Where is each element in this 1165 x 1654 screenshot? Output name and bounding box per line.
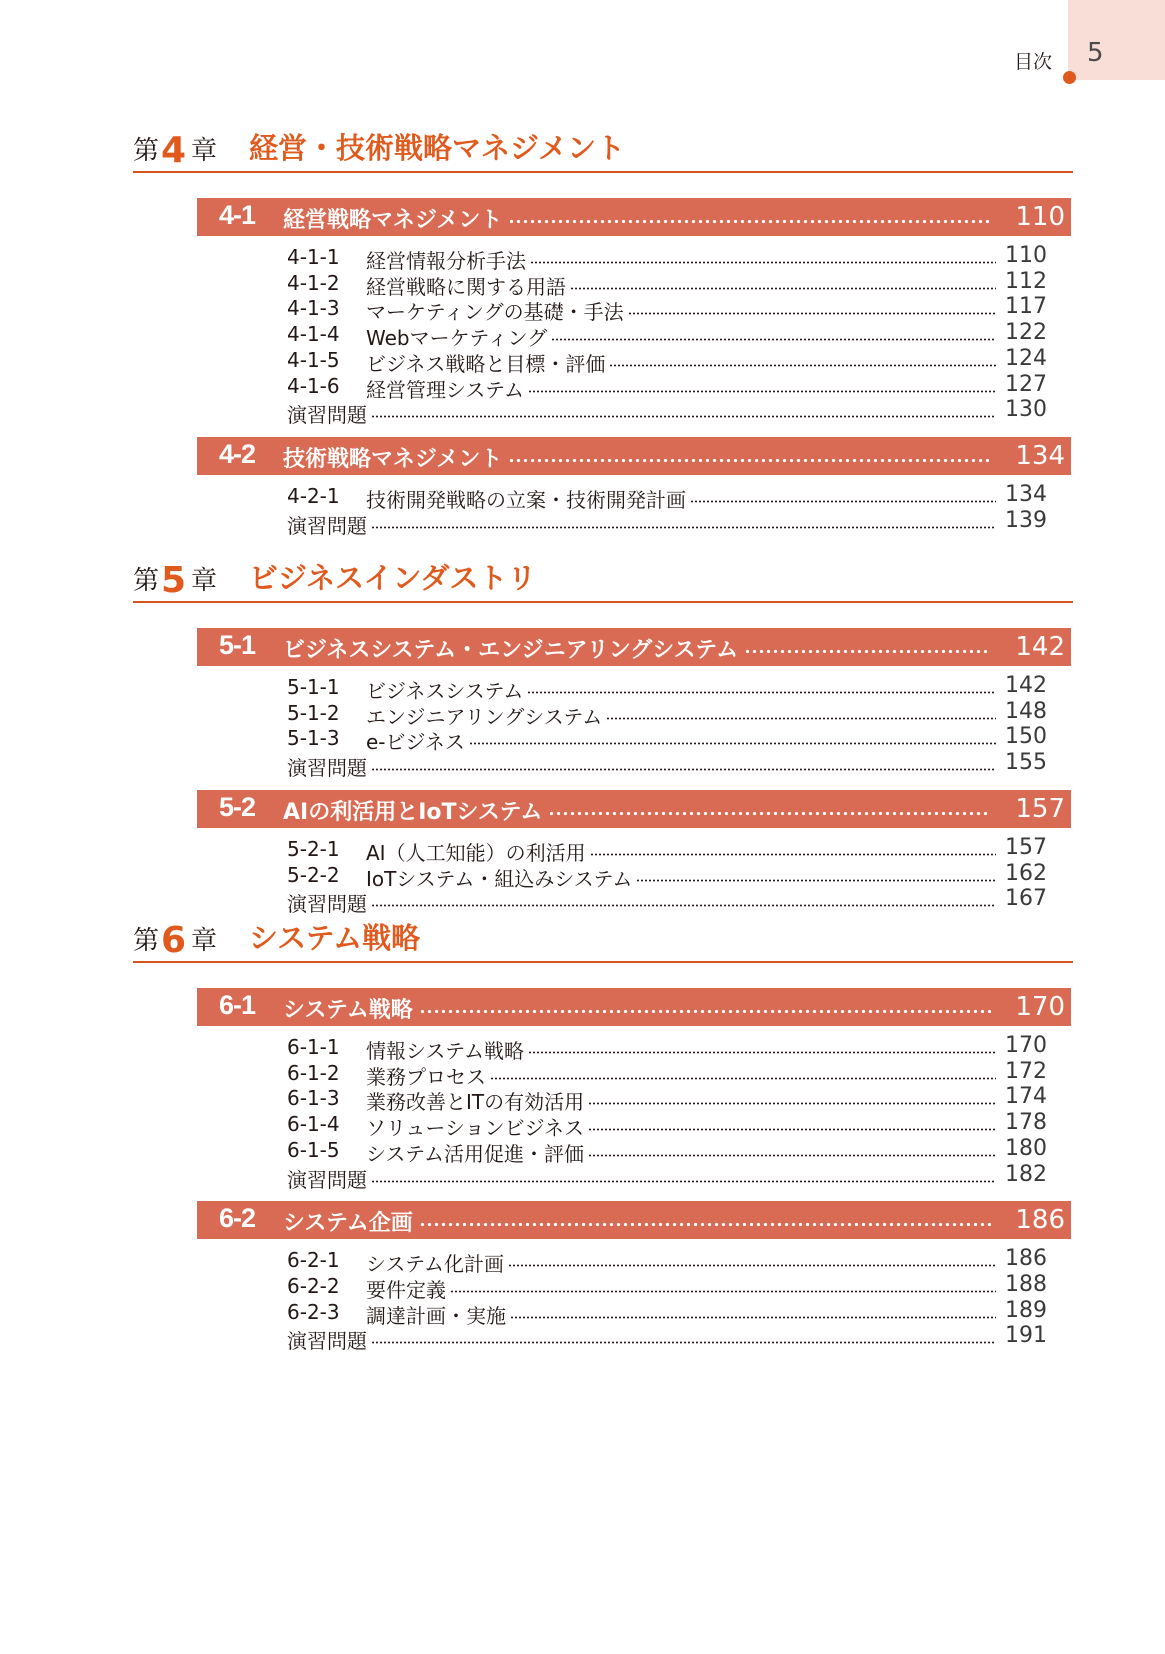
section-bar[interactable] (197, 988, 1071, 1026)
entry-page: 182 (1005, 1161, 1047, 1187)
entry-page: 148 (1005, 698, 1047, 724)
toc-entry[interactable] (287, 1323, 1047, 1354)
entry-page: 170 (1005, 1033, 1047, 1058)
dot-leader (636, 879, 996, 882)
header-label: 目次 (1014, 51, 1053, 73)
entry-page: 122 (1005, 320, 1047, 346)
entry-title: ビジネスシステム (366, 679, 524, 703)
entry-page: 124 (1005, 345, 1047, 371)
toc-entry[interactable] (287, 1084, 1047, 1115)
entry-page: 150 (1005, 724, 1047, 750)
dot-leader (588, 1154, 996, 1157)
entry-page: 188 (1005, 1271, 1047, 1297)
dot-leader (490, 1077, 996, 1080)
section-bar[interactable] (197, 790, 1071, 828)
section-number: 6-1 (219, 990, 256, 1020)
entry-page: 172 (1005, 1058, 1047, 1084)
dot-leader (371, 768, 996, 771)
entry-number: 5-1-1 (287, 675, 340, 699)
entry-title: 技術開発戦略の立案・技術開発計画 (366, 487, 686, 512)
section-page: 186 (1015, 1205, 1065, 1236)
entry-page: 110 (1005, 243, 1047, 268)
entry-title: 業務プロセス (366, 1064, 486, 1089)
chapter-suffix: 章 (191, 136, 218, 166)
entry-title: 調達計画・実施 (366, 1303, 506, 1328)
dot-leader (530, 261, 996, 264)
chapter-number: 5 (161, 560, 187, 601)
entry-title: ビジネス戦略と目標・評価 (366, 351, 606, 376)
toc-entry[interactable] (287, 507, 1047, 538)
entry-title: 演習問題 (287, 1167, 367, 1192)
toc-entry[interactable] (287, 886, 1047, 917)
dot-leader (570, 287, 996, 290)
entry-page: 178 (1005, 1110, 1047, 1136)
entry-page: 134 (1005, 481, 1047, 507)
dot-leader (508, 458, 991, 463)
toc-entry[interactable] (287, 1271, 1047, 1302)
toc-entry[interactable] (287, 345, 1047, 376)
entry-number: 4-1-1 (287, 245, 340, 269)
dot-leader (510, 1316, 996, 1319)
chapter-prefix: 第 (133, 926, 160, 956)
chapter-suffix: 章 (191, 566, 218, 596)
toc-entry[interactable] (287, 724, 1047, 755)
entry-title: ソリューションビジネス (366, 1116, 584, 1141)
header-dot (1063, 71, 1076, 84)
toc-entry[interactable] (287, 1161, 1047, 1192)
entry-title: Webマーケティング (366, 326, 548, 351)
entry-page: 155 (1005, 750, 1047, 776)
entry-number: 6-1-4 (287, 1112, 340, 1137)
dot-leader (450, 1290, 996, 1293)
section-title: システム戦略 (283, 998, 413, 1023)
dot-leader (588, 1128, 996, 1131)
entry-title: システム化計画 (366, 1252, 504, 1277)
section-page: 142 (1015, 632, 1065, 662)
section-title: 経営戦略マネジメント (283, 208, 503, 233)
entry-title: 演習問題 (287, 403, 367, 428)
chapter-prefix: 第 (133, 566, 160, 596)
toc-entry[interactable] (287, 481, 1047, 512)
toc-entry[interactable] (287, 1035, 1047, 1061)
dot-leader (419, 1222, 991, 1227)
entry-title: 業務改善とITの有効活用 (366, 1090, 585, 1115)
entry-number: 4-1-3 (287, 296, 340, 321)
header-tab (1068, 0, 1165, 80)
dot-leader (371, 904, 996, 907)
entry-title: システム活用促進・評価 (366, 1141, 584, 1166)
section-number: 4-2 (219, 438, 256, 469)
entry-page: 112 (1005, 268, 1047, 294)
section-page: 157 (1015, 793, 1065, 824)
chapter-number: 4 (161, 130, 187, 171)
entry-number: 5-2-2 (287, 862, 340, 887)
entry-title: 経営管理システム (366, 377, 524, 402)
entry-title: IoTシステム・組込みシステム (366, 866, 633, 891)
toc-entry[interactable] (287, 294, 1047, 325)
section-title: 技術戦略マネジメント (283, 446, 503, 472)
entry-page: 186 (1005, 1246, 1047, 1272)
toc-entry[interactable] (287, 397, 1047, 428)
entry-number: 4-1-2 (287, 270, 340, 295)
toc-entry[interactable] (287, 834, 1047, 865)
entry-title: 経営戦略に関する用語 (366, 274, 566, 299)
section-number: 4-1 (219, 200, 256, 230)
dot-leader (690, 500, 996, 503)
toc-entry[interactable] (287, 1135, 1047, 1166)
entry-number: 6-1-1 (287, 1035, 340, 1059)
chapter-suffix: 章 (191, 926, 218, 956)
dot-leader (469, 742, 996, 745)
entry-page: 189 (1005, 1297, 1047, 1323)
dot-leader (548, 811, 991, 816)
entry-page: 174 (1005, 1084, 1047, 1110)
section-page: 134 (1015, 440, 1065, 471)
entry-number: 4-2-1 (287, 483, 340, 508)
toc-entry[interactable] (287, 268, 1047, 299)
chapter-heading (133, 555, 1073, 603)
toc-entry[interactable] (287, 860, 1047, 891)
entry-title: 演習問題 (287, 513, 367, 538)
entry-page: 130 (1005, 397, 1047, 423)
dot-leader (371, 1341, 996, 1344)
entry-number: 6-1-3 (287, 1086, 340, 1111)
entry-title: 演習問題 (287, 756, 367, 781)
toc-entry[interactable] (287, 698, 1047, 729)
section-title: ビジネスシステム・エンジニアリングシステム (283, 638, 739, 663)
entry-page: 167 (1005, 886, 1047, 912)
page-number: 5 (1087, 38, 1104, 68)
dot-leader (609, 364, 996, 367)
entry-number: 4-1-4 (287, 322, 340, 347)
section-bar[interactable] (197, 1201, 1071, 1239)
entry-number: 5-2-1 (287, 836, 340, 861)
dot-leader (508, 219, 991, 224)
section-bar[interactable] (197, 628, 1071, 666)
toc-entry[interactable] (287, 1297, 1047, 1328)
entry-number: 6-2-1 (287, 1248, 340, 1273)
toc-entry[interactable] (287, 371, 1047, 402)
section-page: 110 (1015, 202, 1065, 232)
chapter-heading (133, 915, 1073, 963)
toc-entry[interactable] (287, 1246, 1047, 1277)
dot-leader (590, 853, 996, 856)
section-page: 170 (1015, 992, 1065, 1022)
dot-leader (528, 390, 996, 393)
chapter-number: 6 (161, 920, 187, 961)
entry-number: 4-1-6 (287, 373, 340, 398)
chapter-title[interactable]: ビジネスインダストリ (249, 561, 537, 595)
dot-leader (527, 691, 996, 694)
dot-leader (371, 1180, 996, 1183)
section-title: AIの利活用とIoTシステム (283, 799, 543, 825)
chapter-title[interactable]: システム戦略 (249, 921, 421, 955)
entry-title: e-ビジネス (366, 730, 465, 755)
section-number: 6-2 (219, 1203, 256, 1234)
dot-leader (419, 1009, 991, 1014)
chapter-heading (133, 125, 1073, 173)
dot-leader (606, 717, 996, 720)
dot-leader (551, 338, 996, 341)
dot-leader (508, 1264, 996, 1267)
entry-page: 139 (1005, 507, 1047, 533)
dot-leader (744, 649, 991, 654)
dot-leader (371, 526, 996, 529)
section-number: 5-1 (219, 630, 256, 660)
entry-page: 191 (1005, 1323, 1047, 1349)
entry-page: 142 (1005, 673, 1047, 698)
entry-page: 157 (1005, 834, 1047, 860)
chapter-title[interactable]: 経営・技術戦略マネジメント (249, 131, 626, 165)
dot-leader (588, 1102, 996, 1105)
entry-page: 180 (1005, 1135, 1047, 1161)
entry-number: 6-2-2 (287, 1273, 340, 1298)
entry-number: 6-1-5 (287, 1137, 340, 1162)
section-bar[interactable] (197, 198, 1071, 236)
entry-page: 127 (1005, 371, 1047, 397)
entry-number: 5-1-2 (287, 700, 340, 725)
toc-entry[interactable] (287, 245, 1047, 271)
entry-title: 情報システム戦略 (366, 1039, 524, 1063)
section-number: 5-2 (219, 791, 256, 822)
entry-title: 経営情報分析手法 (366, 249, 526, 273)
toc-entry[interactable] (287, 750, 1047, 781)
entry-title: AI（人工知能）の利活用 (366, 840, 586, 865)
entry-title: 演習問題 (287, 892, 367, 917)
toc-entry[interactable] (287, 675, 1047, 701)
entry-page: 162 (1005, 860, 1047, 886)
entry-number: 5-1-3 (287, 726, 340, 751)
section-bar[interactable] (197, 437, 1071, 475)
dot-leader (528, 1051, 996, 1054)
entry-title: エンジニアリングシステム (366, 704, 603, 729)
toc-entry[interactable] (287, 320, 1047, 351)
entry-number: 4-1-5 (287, 347, 340, 372)
section-title: システム企画 (283, 1211, 413, 1237)
toc-entry[interactable] (287, 1058, 1047, 1089)
entry-number: 6-2-3 (287, 1299, 340, 1324)
entry-title: 要件定義 (366, 1277, 446, 1302)
entry-number: 6-1-2 (287, 1060, 340, 1085)
toc-entry[interactable] (287, 1110, 1047, 1141)
entry-page: 117 (1005, 294, 1047, 320)
chapter-prefix: 第 (133, 136, 160, 166)
entry-title: マーケティングの基礎・手法 (366, 300, 624, 325)
dot-leader (371, 415, 996, 418)
entry-title: 演習問題 (287, 1329, 367, 1354)
dot-leader (628, 312, 996, 315)
